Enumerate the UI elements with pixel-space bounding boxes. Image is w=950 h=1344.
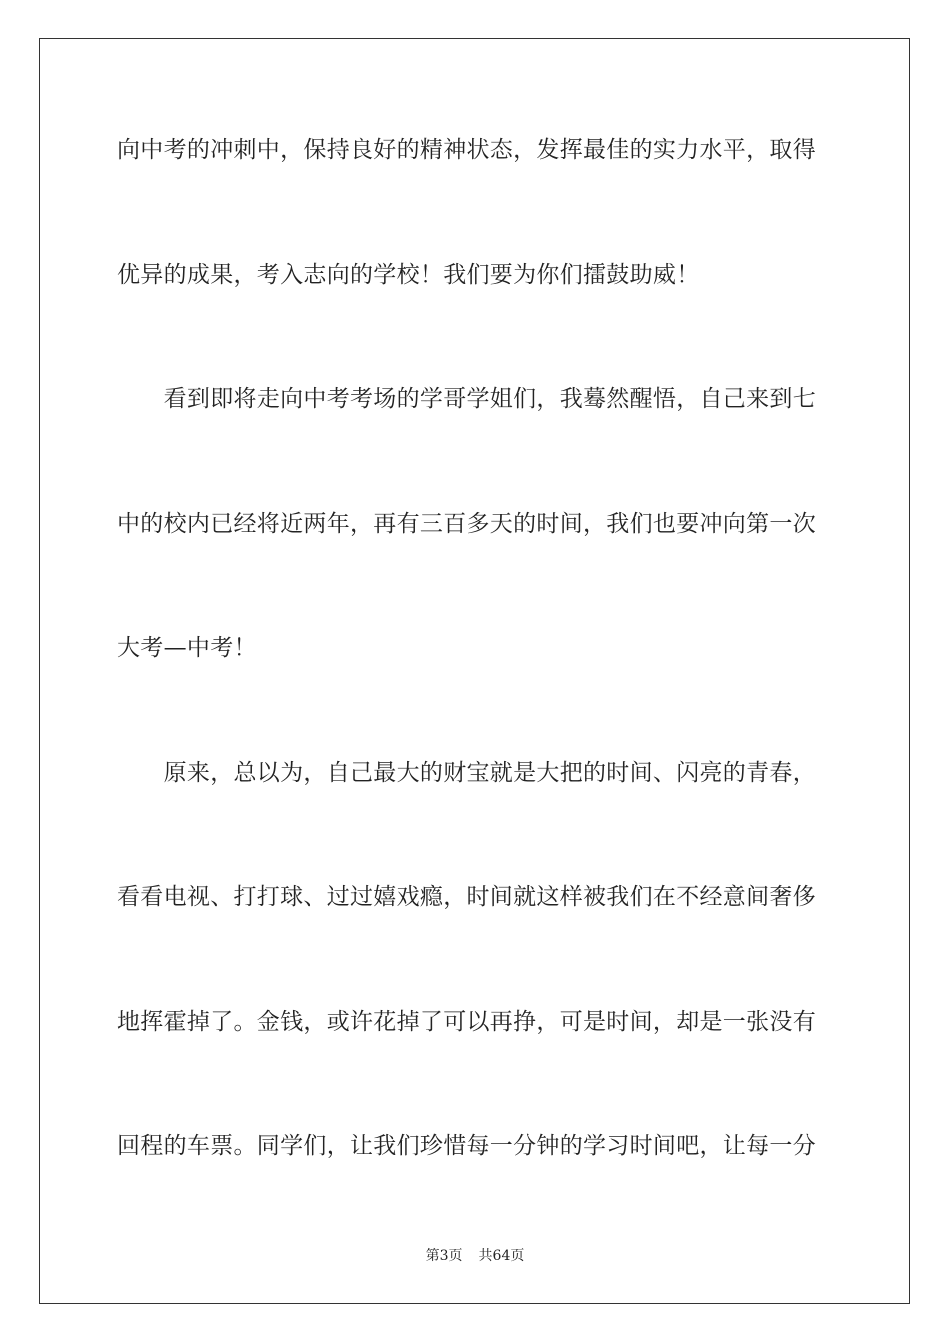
body-line-9: 回程的车票。同学们，让我们珍惜每一分钟的学习时间吧，让每一分 bbox=[117, 1133, 816, 1159]
page-frame bbox=[39, 38, 910, 1304]
page-total: 共64页 bbox=[478, 1248, 525, 1264]
body-line-6: 原来，总以为，自己最大的财宝就是大把的时间、闪亮的青春， bbox=[117, 760, 816, 786]
page-footer bbox=[0, 1247, 950, 1265]
body-line-5: 大考—中考！ bbox=[117, 635, 257, 661]
body-line-2: 优异的成果，考入志向的学校！我们要为你们擂鼓助威！ bbox=[117, 262, 700, 288]
body-line-4: 中的校内已经将近两年，再有三百多天的时间，我们也要冲向第一次 bbox=[117, 511, 816, 537]
body-line-1: 向中考的冲刺中，保持良好的精神状态，发挥最佳的实力水平，取得 bbox=[117, 137, 816, 163]
body-line-7: 看看电视、打打球、过过嬉戏瘾，时间就这样被我们在不经意间奢侈 bbox=[117, 884, 816, 910]
page-number: 第3页 bbox=[425, 1248, 463, 1264]
body-line-8: 地挥霍掉了。金钱，或许花掉了可以再挣，可是时间，却是一张没有 bbox=[117, 1009, 816, 1035]
body-line-3: 看到即将走向中考考场的学哥学姐们，我蓦然醒悟，自己来到七 bbox=[117, 386, 816, 412]
